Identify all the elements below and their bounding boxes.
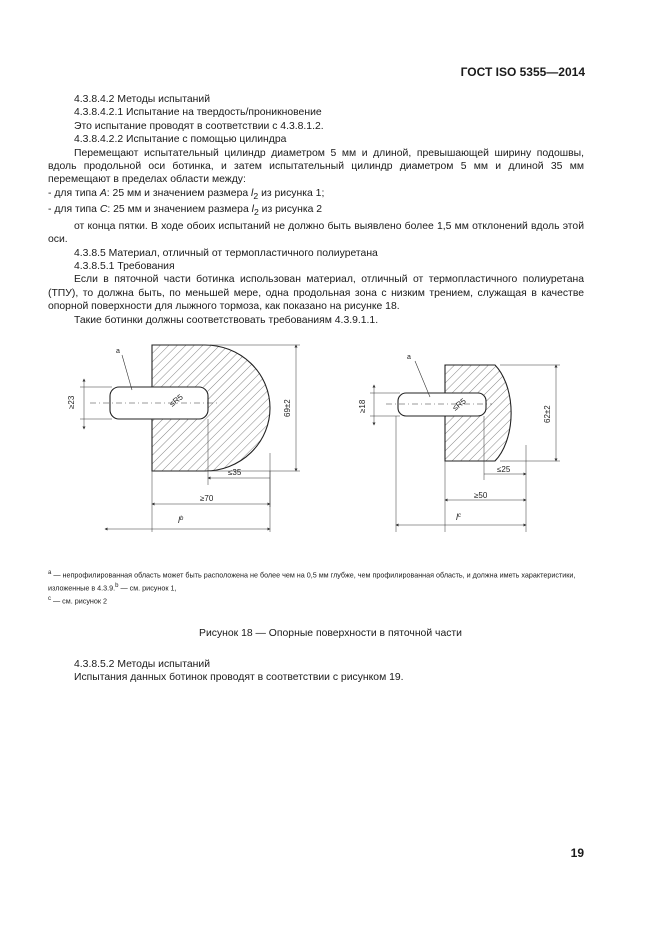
paragraph: от конца пятки. В ходе обоих испытаний не должно быть выявлено более 1,5 мм отклонений вдоль этой оси. — [48, 220, 584, 246]
leader-line — [415, 361, 430, 397]
dimension-50: ≥50 — [474, 491, 488, 500]
figure-caption: Рисунок 18 — Опорные поверхности в пяточной части — [199, 628, 462, 639]
section-heading: 4.3.8.4.2 Методы испытаний — [74, 94, 211, 105]
dimension-35: ≤35 — [228, 468, 242, 477]
figure-18-drawing — [60, 335, 600, 540]
paragraph: Это испытание проводят в соответствии с 4.3.8.1.2. — [74, 120, 324, 132]
support-slot — [398, 393, 486, 416]
right-heel-drawing — [358, 354, 560, 532]
paragraph: Такие ботинки должны соответствовать требованиям 4.3.9.1.1. — [74, 314, 379, 326]
left-heel-drawing — [67, 345, 300, 532]
document-header: ГОСТ ISO 5355—2014 — [460, 65, 585, 79]
radius-label: ≤R5 — [167, 392, 185, 409]
section-heading: 4.3.8.4.2.2 Испытание с помощью цилиндра — [74, 134, 287, 146]
dimension-70: ≥70 — [200, 494, 214, 503]
paragraph: Испытания данных ботинок проводят в соответствии с рисунком 19. — [74, 672, 404, 684]
slot-dimension: ≥18 — [358, 399, 367, 413]
section-heading: 4.3.8.5 Материал, отличный от термопластичного полиуретана — [74, 247, 378, 259]
footnote-c: $^c$ — см. рисунок 2 — [48, 595, 108, 606]
list-item: - для типа C: 25 мм и значением размера $l_2$ из рисунка 2 — [48, 204, 323, 218]
note-label: a — [407, 354, 411, 361]
section-heading: 4.3.8.5.2 Методы испытаний — [74, 659, 211, 670]
paragraph: Если в пяточной части ботинка использован материал, отличный от термопластичного полиуретана (ТПУ), то должна быть, по меньшей мере, одна продольная зона с низким трением, служащая в качестве опорной поверхности для лыжного тормоза, как показано на рисунке 18. — [48, 274, 584, 313]
section-heading: 4.3.8.4.2.1 Испытание на твердость/проникновение — [74, 107, 322, 119]
main-text-continued — [48, 658, 584, 685]
figure-footnotes — [48, 568, 584, 607]
dimension-25: ≤25 — [497, 465, 511, 474]
height-dimension: 69±2 — [283, 399, 292, 417]
height-dimension: 62±2 — [543, 405, 552, 423]
length-label: $l^c$ — [456, 512, 461, 522]
list-item: - для типа A: 25 мм и значением размера $l_2$ из рисунка 1; — [48, 187, 325, 201]
length-label: $l^b$ — [178, 515, 184, 525]
footnote-a: $^a$ — непрофилированная область может быть расположена не более чем на 0,5 мм глубже, чем профилированная область, и должна иметь характеристики, изложенные в 4.3.9.$^b$ — см. рисунок 1, — [48, 570, 576, 593]
section-heading: 4.3.8.5.1 Требования — [74, 261, 175, 273]
paragraph: Перемещают испытательный цилиндр диаметром 5 мм и длиной, превышающей ширину подошвы, вдоль продольной оси ботинка, и затем испытательный цилиндр диаметром 5 мм и длиной 35 мм перемещают в пределах области между: — [48, 147, 584, 186]
page-number: 19 — [570, 846, 584, 860]
radius-label: ≤R5 — [450, 396, 468, 413]
note-label: a — [116, 348, 120, 355]
leader-line — [122, 355, 132, 390]
slot-dimension: ≥23 — [67, 395, 76, 409]
main-text — [48, 93, 584, 327]
